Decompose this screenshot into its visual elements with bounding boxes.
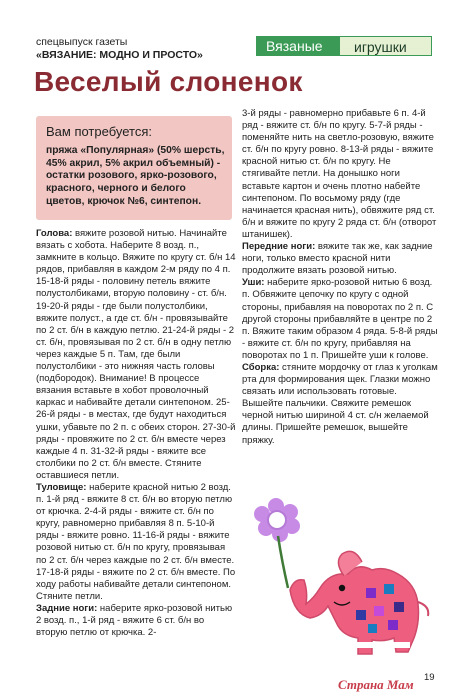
head-text: вяжите розовой нитью. Начинайте вязать с хобота. Наберите 8 возд. п., замкните в кольцо. Вяжите по кругу ст. б/н 14 рядов, прибавляя в каждом 2-м ряду по 4 п. 15-18-й ряды - половину петель вяжите полустолбиками, вторую половину - ст. б/н. 19-20-й ряды - где были полустолбики, вяжите полуст., а где ст. б/н - провязывайте по 2 ст. б/н в каждую петлю. 21-24-й ряды - 2 ст. б/н, провязывая по 2 ст. б/н в одну петлю через каждые 5 п. Там, где были полустолбики - это нижняя часть головы (подбородок). Внимание! В процессе вязания вставьте в хобот проволочный каркас и набивайте детали синтепоном. 25-26-й ряды - в местах, где будут находиться ушки, убавьте по 2 п. с обеих сторон. 27-30-й ряды - провяжите по 2 ст. б/н вместе через каждые 4 п. 31-32-й ряды - вяжите все столбики по 2 ст. б/н вместе. Стяните оставшиеся петли.: [36, 228, 236, 481]
special-issue-label: спецвыпуск газеты: [36, 36, 128, 48]
elephant-icon: [290, 551, 428, 654]
materials-heading: Вам потребуется:: [46, 124, 152, 139]
header: [36, 36, 256, 62]
watermark: Страна Мам: [338, 677, 414, 692]
back-legs-text: наберите ярко-розовой нитью 2 возд. п., 1-й ряд - вяжите 6 ст. б/н во вторую петлю от крючка. 2-: [36, 602, 233, 639]
assembly-text: стяните мордочку от глаз к уголкам рта для формирования щек. Глазки можно связать или использовать готовые. Вышейте пальчики. Свяжите ремешок черной нитью шириной 4 ст. с/н желаемой длины. Пришейте ремешок, вышейте пряжку.: [242, 361, 438, 446]
right-column: [242, 108, 438, 447]
page-number: 19: [424, 672, 435, 683]
back-legs-continued: 3-й ряды - равномерно прибавьте 6 п. 4-й ряд - вяжите ст. б/н по кругу. 5-7-й ряды - поменяйте нить на светло-розовую, вяжите ст. б/н по кругу ровно. 8-13-й ряды - вяжите красной нитью ст. б/н по кругу. Не стягивайте петли. На донышко ноги вставьте картон и очень плотно набейте синтепоном. По восьмому ряду (где начинается красная нить), обвяжите ряд ст. б/н и вяжите по кругу 2 ряда ст. б/н (отворот штанишек).: [242, 108, 437, 240]
body-text: наберите красной нитью 2 возд. п. 1-й ряд - вяжите 8 ст. б/н во вторую петлю от крючка. 2-4-й ряды - вяжите ст. б/н по кругу, равномерно прибавляя 8 п. 5-10-й ряды - вяжите ровно. 11-16-й ряды - вяжите розовой нитью ст. б/н по кругу, провязывая по 2 ст. б/н через каждые по 2 ст. б/н вместе. 17-18-й ряды - вяжите по 2 ст. б/н вместе. По ходу работы набивайте детали синтепоном. Стяните петли.: [36, 481, 236, 602]
body-label: Туловище:: [36, 481, 87, 493]
page-title: Веселый слоненок: [34, 66, 303, 97]
front-legs-label: Передние ноги:: [242, 241, 316, 253]
materials-text: пряжа «Популярная» (50% шерсть, 45% акрил, 5% акрил объемный) - остатки розового, ярко-розового, красного, черного и белого цветов, крючок №6, синтепон.: [46, 145, 225, 207]
rubric-section: Вязаные: [256, 36, 340, 56]
rubric-tag: [256, 36, 432, 56]
rubric-category: игрушки: [340, 36, 432, 56]
materials-box: [36, 116, 232, 220]
assembly-label: Сборка:: [242, 361, 280, 373]
flower-icon: [254, 498, 300, 588]
back-legs-label: Задние ноги:: [36, 602, 98, 614]
ears-text: наберите ярко-розовой нитью 6 возд. п. Обвяжите цепочку по кругу с одной стороны, прибавляя на поворотах по 2 п. С другой стороны прибавляйте в центре по 2 п. Вяжите таким образом 4 ряда. 5-8-й ряды - вяжите ст. б/н по кругу, прибавляя на поворотах по 1 п. Пришейте уши к голове.: [242, 277, 438, 361]
head-label: Голова:: [36, 228, 73, 239]
elephant-illustration: [248, 492, 438, 668]
ears-label: Уши:: [242, 277, 265, 289]
front-legs-text: вяжите так же, как задние ноги, только вместо красной нити продолжите вязать розовой нитью.: [242, 241, 433, 277]
paper-name: «ВЯЗАНИЕ: МОДНО И ПРОСТО»: [36, 49, 203, 61]
left-column: [36, 228, 236, 639]
